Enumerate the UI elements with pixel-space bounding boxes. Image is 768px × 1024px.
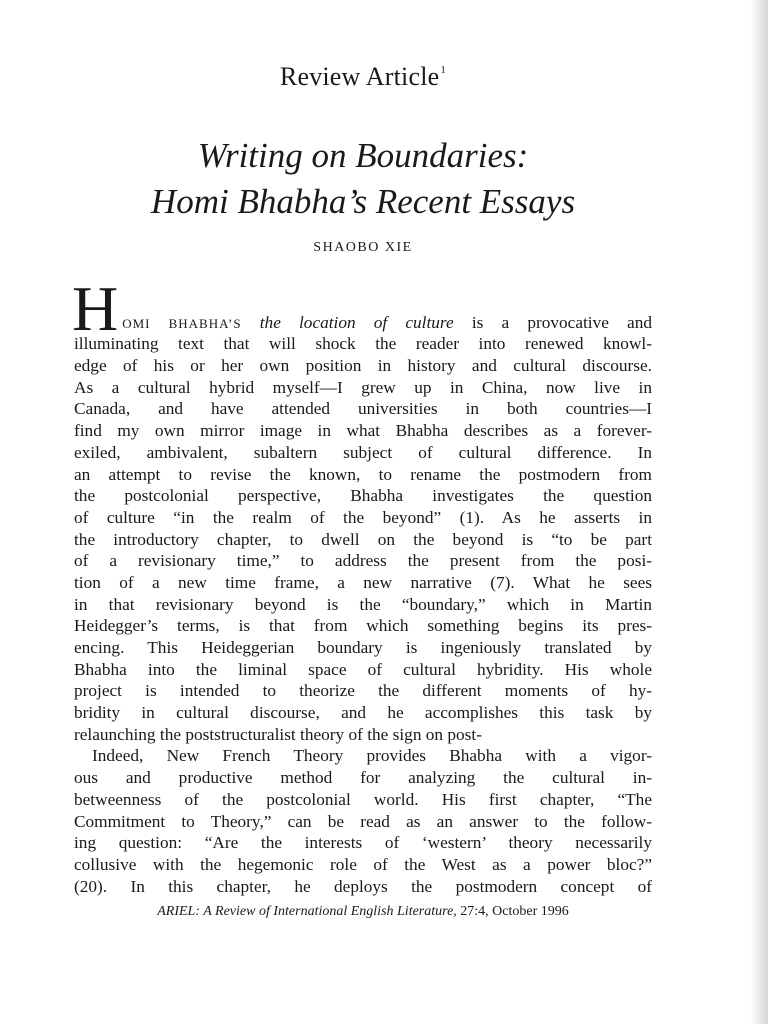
paragraph-line: project is intended to theorize the different moments of hy-: [74, 681, 652, 701]
paragraph-text: is a provocative and: [471, 312, 652, 332]
drop-cap: H: [72, 273, 119, 344]
author-name: SHAOBO XIE: [313, 240, 413, 255]
paragraph-line: find my own mirror image in what Bhabha describes as a forever-: [74, 421, 652, 441]
paragraph-line: (20). In this chapter, he deploys the postmodern concept of: [74, 876, 652, 896]
paragraph-1: [72, 273, 652, 745]
section-label: Review Article: [279, 62, 440, 91]
paragraph-line: [74, 290, 652, 312]
paragraph-line: Bhabha into the liminal space of cultural hybridity. His whole: [74, 659, 652, 679]
paragraph-line: of a revisionary time,” to address the present from the posi-: [74, 551, 652, 571]
journal-name: ARIEL: A Review of International English Literature,: [157, 904, 457, 919]
page-edge-shadow: [750, 0, 768, 1024]
paragraph-line: Indeed, New French Theory provides Bhabha with a vigor-: [92, 746, 652, 766]
paragraph-line: ing question: “Are the interests of ‘western’ theory necessarily: [74, 833, 652, 853]
paragraph-line: collusive with the hegemonic role of the West as a power bloc?”: [74, 854, 652, 874]
journal-footer: [74, 904, 652, 920]
paragraph-line: Canada, and have attended universities in both countries—I: [74, 399, 652, 419]
paragraph-line: the introductory chapter, to dwell on the beyond is “to be part: [74, 529, 652, 549]
author-smallcaps: OMI BHABHA’S: [122, 315, 242, 331]
paragraph-line: of culture “in the realm of the beyond” (1). As he asserts in: [74, 507, 652, 527]
footnote-marker: 1: [440, 64, 447, 76]
paragraph-line: edge of his or her own position in history and cultural discourse.: [74, 356, 652, 376]
paragraph-line: tion of a new time frame, a new narrative (7). What he sees: [74, 572, 652, 592]
paragraph-line: the postcolonial perspective, Bhabha investigates the question: [74, 486, 652, 506]
paragraph-line: encing. This Heideggerian boundary is ingeniously translated by: [74, 638, 652, 657]
article-title-line-1: Writing on Boundaries:: [197, 136, 529, 175]
paragraph-line: [74, 312, 652, 334]
paragraph-line: ous and productive method for analyzing the cultural in-: [74, 768, 652, 788]
paragraph-line: in that revisionary beyond is the “boundary,” which in Martin: [74, 594, 652, 614]
article-body: [72, 273, 652, 897]
paragraph-line: relaunching the poststructuralist theory of the sign on post-: [74, 724, 482, 744]
paragraph-line: Commitment to Theory,” can be read as an answer to the follow-: [74, 811, 652, 831]
book-title: the location of culture: [259, 312, 454, 332]
paragraph-line: Heidegger’s terms, is that from which something begins its pres-: [74, 616, 652, 636]
paragraph-line: exiled, ambivalent, subaltern subject of cultural difference. In: [74, 442, 652, 462]
article-title-line-2: Homi Bhabha’s Recent Essays: [150, 182, 576, 221]
paragraph-2: [74, 745, 652, 897]
paragraph-line: illuminating text that will shock the reader into renewed knowl-: [74, 334, 652, 354]
paragraph-line: betweenness of the postcolonial world. His first chapter, “The: [74, 789, 652, 809]
paragraph-line: As a cultural hybrid myself—I grew up in China, now live in: [74, 377, 652, 397]
section-heading: [74, 62, 652, 92]
paragraph-line: bridity in cultural discourse, and he accomplishes this task by: [74, 703, 652, 723]
journal-issue: 27:4, October 1996: [460, 904, 569, 919]
paragraph-line: an attempt to revise the known, to rename the postmodern from: [74, 464, 652, 484]
